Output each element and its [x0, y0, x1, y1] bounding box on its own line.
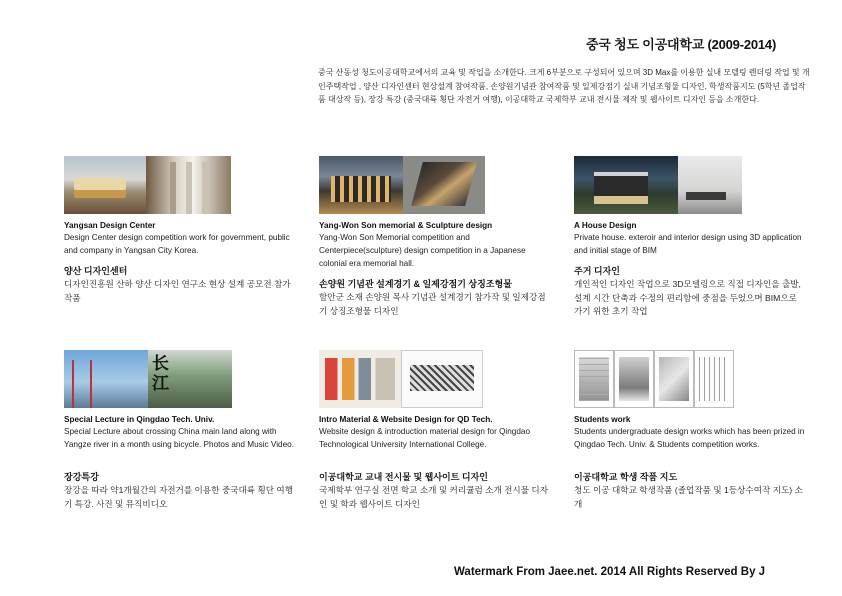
house-interior-image — [678, 156, 742, 214]
project-desc-en: Yang-Won Son Memorial competition and Centerpiece(sculpture) design competition in a Japanese colonial era memorial hall. — [319, 233, 526, 268]
project-title-en: Intro Material & Website Design for QD Tech. — [319, 415, 493, 424]
project-title-ko: 양산 디자인센터 — [64, 266, 128, 276]
student-board-4-image — [694, 350, 734, 408]
project-desc-en: Private house. exteroir and interior design using 3D application and initial stage of BIM — [574, 233, 802, 255]
project-thumbnails — [64, 156, 296, 214]
intro-paragraph: 중국 산동성 청도이공대학교에서의 교육 및 작업을 소개한다. 크게 6부분으로 구성되어 있으며 3D Max를 이용한 실내 모델링 렌더링 작업 및 개인주택작업 , 양산 디자인센터 현상설계 참여작품, 손양원기념관 참여작품 및 일제강점기 실내 기념조형물 디자인, 학생작품지도 (5학년 졸업작품 대상작 등), 장강 특강 (중국대륙 횡단 자전거 여행), 이공대학교 국제학부 교내 전시물 제작 및 웹사이트 디자인 등을 소개한다. — [318, 68, 810, 104]
exhibition-board-image — [319, 350, 401, 408]
project-title-en: Yangsan Design Center — [64, 221, 156, 230]
project-card-lecture — [64, 350, 296, 511]
project-title-en: Special Lecture in Qingdao Tech. Univ. — [64, 415, 215, 424]
project-desc-ko: 디자인진흥원 산하 양산 디자인 연구소 현상 설계 공모전 참가작품 — [64, 279, 291, 303]
page-title: 중국 청도 이공대학교 (2009-2014) — [586, 37, 777, 52]
project-card-students — [574, 350, 806, 511]
watermark-text: Watermark From Jaee.net. 2014 All Rights Reserved By J — [454, 566, 766, 578]
project-thumbnails — [319, 156, 551, 214]
project-card-yangsan — [64, 156, 296, 305]
memorial-render-image — [319, 156, 403, 214]
project-card-memorial — [319, 156, 551, 318]
website-screenshot-image — [401, 350, 483, 408]
project-desc-en: Design Center design competition work for government, public and company in Yangsan City Korea. — [64, 233, 290, 255]
project-title-en: A House Design — [574, 221, 637, 230]
project-desc-en: Students undergraduate design works which has been prized in Qingdao Tech. Univ. & Students competition works. — [574, 427, 805, 449]
project-thumbnails — [574, 350, 806, 408]
project-title-en: Yang-Won Son memorial & Sculpture design — [319, 221, 493, 230]
thumbnail-calligraphy: 长江 — [152, 354, 169, 394]
design-center-exterior-image — [64, 156, 146, 214]
house-exterior-image — [574, 156, 678, 214]
design-center-interior-image — [146, 156, 231, 214]
student-board-1-image — [574, 350, 614, 408]
project-title-en: Students work — [574, 415, 631, 424]
project-thumbnails — [64, 350, 296, 408]
project-title-ko: 이공대학교 교내 전시물 및 웹사이트 디자인 — [319, 472, 488, 482]
project-desc-ko: 장강을 따라 약1개월간의 자전거를 이용한 중국대륙 횡단 여행기 특강. 사진 및 뮤직비디오 — [64, 485, 294, 509]
yangtze-photo-image — [148, 350, 232, 408]
project-title-ko: 장강특강 — [64, 472, 99, 482]
student-board-2-image — [614, 350, 654, 408]
project-desc-ko: 국제학부 연구실 전면 학교 소개 및 커리큘럼 소개 전시물 디자인 및 학과 웹사이트 디자인 — [319, 485, 549, 509]
memorial-model-image — [403, 156, 485, 214]
project-title-ko: 손양원 기념관 설계경기 & 일제강점기 상징조형물 — [319, 279, 512, 289]
project-title-ko: 이공대학교 학생 작품 지도 — [574, 472, 678, 482]
project-title-ko: 주거 디자인 — [574, 266, 620, 276]
project-desc-en: Website design & introduction material design for Qingdao Technological University International College. — [319, 427, 531, 449]
project-card-house — [574, 156, 806, 319]
bridge-photo-image — [64, 350, 148, 408]
project-desc-ko: 개인적인 디자인 작업으로 3D모델링으로 직접 디자인을 출발, 설계 시간 단축과 수정의 편리함에 중점을 두었으며 BIM으로 가기 위한 초기 작업 — [574, 279, 801, 316]
project-card-website — [319, 350, 551, 511]
project-thumbnails — [574, 156, 806, 214]
project-desc-en: Special Lecture about crossing China main land along with Yangze river in a month using bicycle. Photos and Music Video. — [64, 427, 294, 449]
student-board-3-image — [654, 350, 694, 408]
project-thumbnails — [319, 350, 551, 408]
project-desc-ko: 함안군 소재 손양원 목사 기념관 설계경기 참가작 및 일제강점기 상징조형물 디자인 — [319, 292, 546, 316]
project-desc-ko: 청도 이공 대학교 학생작품 (졸업작품 및 1등상수여작 지도) 소개 — [574, 485, 803, 509]
